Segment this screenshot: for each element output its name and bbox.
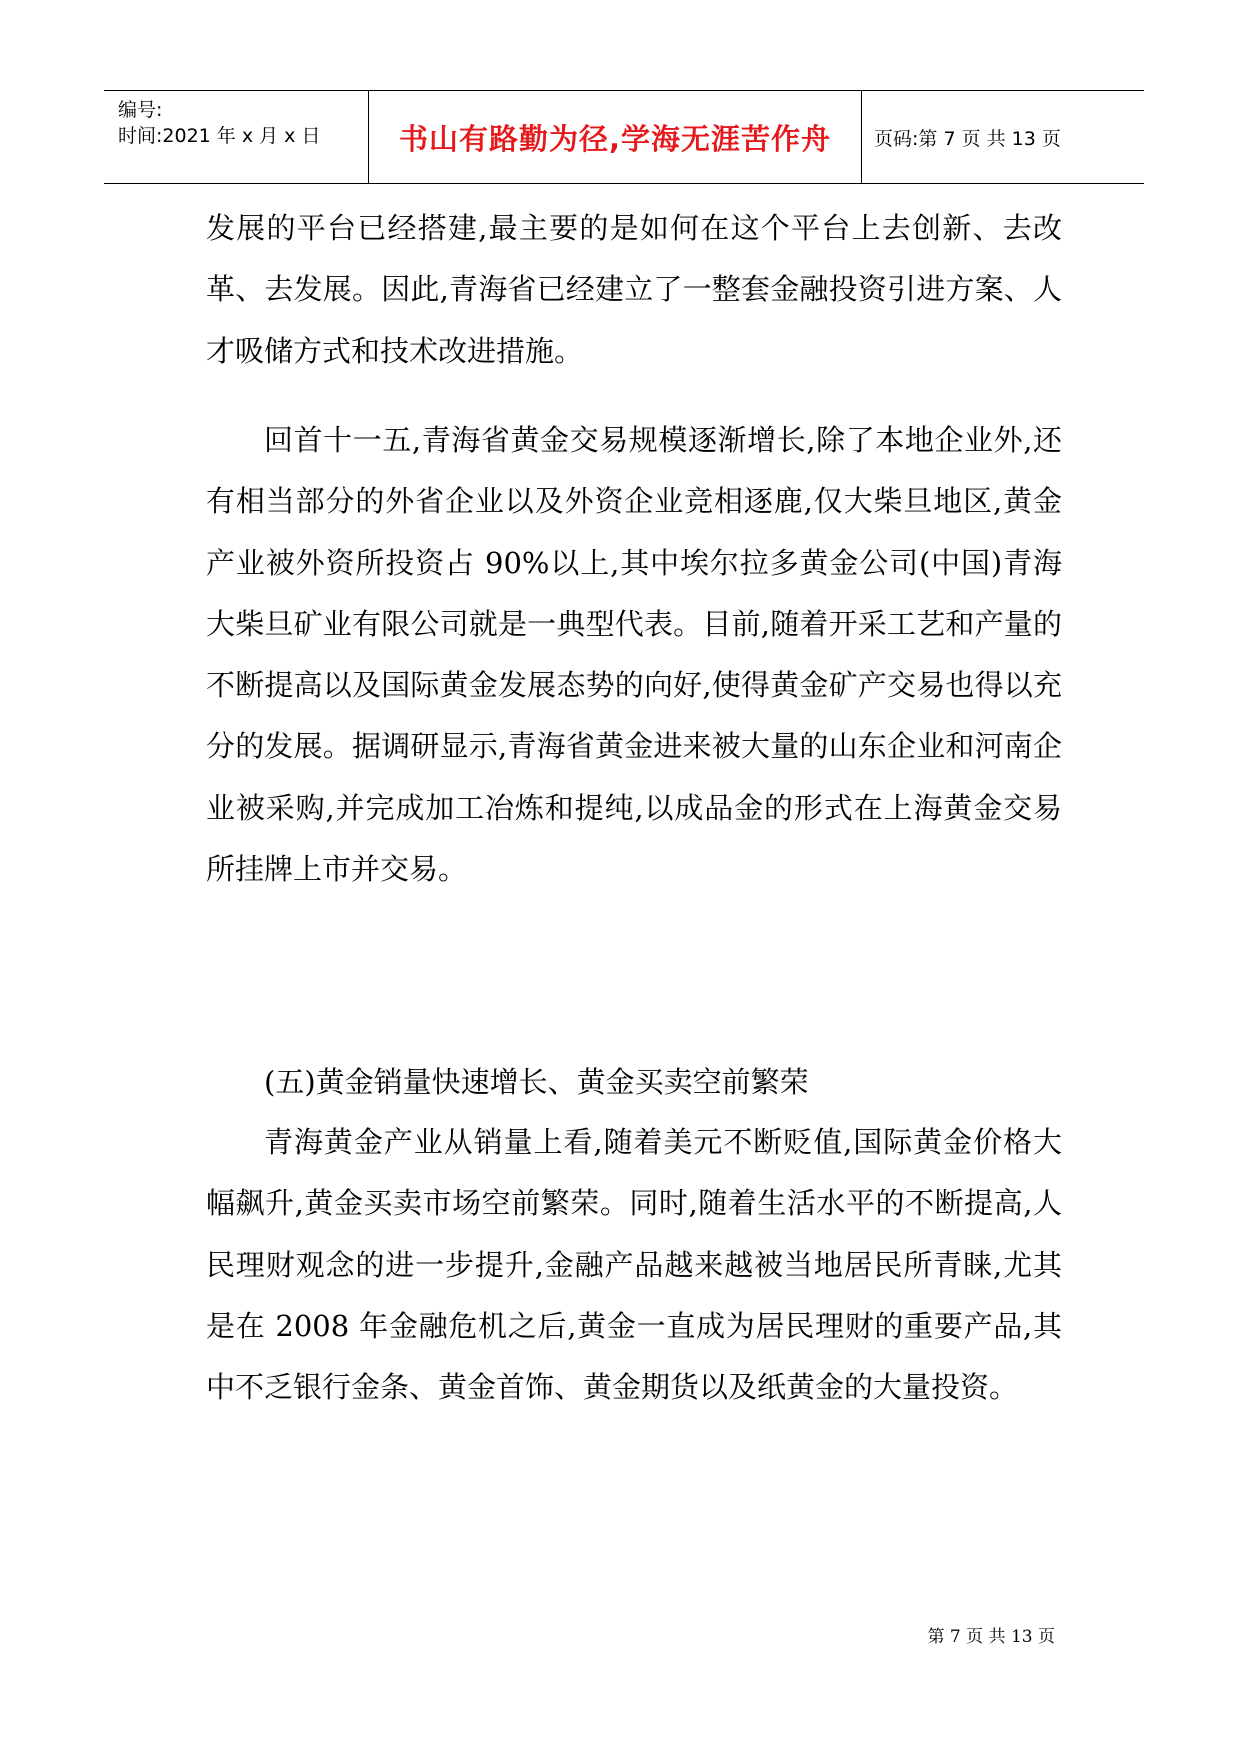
header-motto: 书山有路勤为径,学海无涯苦作舟 [398,121,832,156]
header-page-cell [862,91,1144,183]
page-header [104,90,1144,184]
document-time-label: 时间:2021 年 x 月 x 日 [118,125,321,147]
section-heading: (五)黄金销量快速增长、黄金买卖空前繁荣 [264,1065,809,1099]
body-paragraph-1: 发展的平台已经搭建,最主要的是如何在这个平台上去创新、去改革、去发展。因此,青海省已经建立了一整套金融投资引进方案、人才吸储方式和技术改进措施。 [206,211,1062,368]
header-page-number: 页码:第 7 页 共 13 页 [874,127,1061,150]
body-paragraph-2: 回首十一五,青海省黄金交易规模逐渐增长,除了本地企业外,还有相当部分的外省企业以及外资企业竞相逐鹿,仅大柴旦地区,黄金产业被外资所投资占 90%以上,其中埃尔拉多黄金公司(中国)青海大柴旦矿业有限公司就是一典型代表。目前,随着开采工艺和产量的不断提高以及国际黄金发展态势的向好,使得黄金矿产交易也得以充分的发展。据调研显示,青海省黄金进来被大量的山东企业和河南企业被采购,并完成加工冶炼和提纯,以成品金的形式在上海黄金交易所挂牌上市并交易。 [206,423,1062,887]
header-meta [104,91,368,183]
body-paragraph-3: 青海黄金产业从销量上看,随着美元不断贬值,国际黄金价格大幅飙升,黄金买卖市场空前繁荣。同时,随着生活水平的不断提高,人民理财观念的进一步提升,金融产品越来越被当地居民所青睐,尤其是在 2008 年金融危机之后,黄金一直成为居民理财的重要产品,其中不乏银行金条、黄金首饰、黄金期货以及纸黄金的大量投资。 [206,1125,1062,1405]
page-footer: 第 7 页 共 13 页 [927,1627,1055,1647]
header-motto-cell [368,91,862,183]
document-number-label: 编号: [118,99,163,121]
